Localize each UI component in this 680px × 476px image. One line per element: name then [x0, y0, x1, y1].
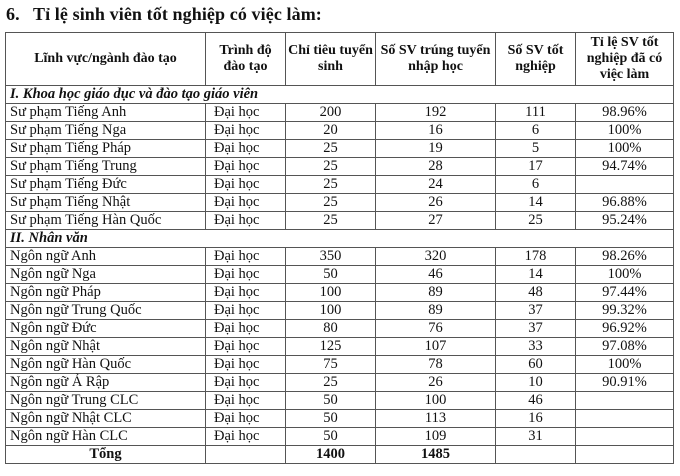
cell-field: Ngôn ngữ Ả Rập [6, 374, 206, 392]
cell-field: Sư phạm Tiếng Trung [6, 158, 206, 176]
cell-employment-rate: 90.91% [576, 374, 674, 392]
table-row [6, 176, 674, 194]
cell-enrolled: 26 [376, 374, 496, 392]
cell-quota: 350 [286, 248, 376, 266]
cell-level: Đại học [206, 158, 286, 176]
cell-quota: 80 [286, 320, 376, 338]
cell-graduated: 111 [496, 104, 576, 122]
table-row [6, 392, 674, 410]
cell-enrolled: 16 [376, 122, 496, 140]
cell-enrolled: 89 [376, 284, 496, 302]
cell-enrolled: 26 [376, 194, 496, 212]
table-row [6, 122, 674, 140]
cell-employment-rate: 100% [576, 140, 674, 158]
cell-enrolled: 24 [376, 176, 496, 194]
cell-enrolled: 192 [376, 104, 496, 122]
cell-graduated: 33 [496, 338, 576, 356]
cell-quota: 50 [286, 392, 376, 410]
cell-quota: 50 [286, 266, 376, 284]
cell-employment-rate: 100% [576, 122, 674, 140]
table-row [6, 284, 674, 302]
cell-field: Sư phạm Tiếng Anh [6, 104, 206, 122]
table-row [6, 158, 674, 176]
cell-level: Đại học [206, 122, 286, 140]
cell-enrolled: 100 [376, 392, 496, 410]
cell-quota: 100 [286, 302, 376, 320]
cell-level: Đại học [206, 266, 286, 284]
total-quota: 1400 [286, 446, 376, 464]
section-heading [6, 4, 322, 25]
cell-enrolled: 76 [376, 320, 496, 338]
cell-level: Đại học [206, 374, 286, 392]
cell-enrolled: 107 [376, 338, 496, 356]
cell-field: Ngôn ngữ Đức [6, 320, 206, 338]
cell-enrolled: 113 [376, 410, 496, 428]
cell-level: Đại học [206, 428, 286, 446]
cell-quota: 20 [286, 122, 376, 140]
cell-level: Đại học [206, 248, 286, 266]
table-row [6, 248, 674, 266]
table-row [6, 140, 674, 158]
section-row [6, 230, 674, 248]
cell-employment-rate [576, 392, 674, 410]
section-row [6, 86, 674, 104]
cell-employment-rate: 98.96% [576, 104, 674, 122]
cell-level: Đại học [206, 410, 286, 428]
header-row [6, 33, 674, 86]
col-header-enrolled: Số SV trúng tuyển nhập học [376, 33, 496, 86]
cell-field: Ngôn ngữ Nhật CLC [6, 410, 206, 428]
table-row [6, 212, 674, 230]
cell-level: Đại học [206, 338, 286, 356]
col-header-field: Lĩnh vực/ngành đào tạo [6, 33, 206, 86]
cell-field: Sư phạm Tiếng Pháp [6, 140, 206, 158]
cell-field: Ngôn ngữ Hàn CLC [6, 428, 206, 446]
cell-enrolled: 19 [376, 140, 496, 158]
cell-quota: 50 [286, 410, 376, 428]
total-enrolled: 1485 [376, 446, 496, 464]
cell-quota: 25 [286, 374, 376, 392]
cell-level: Đại học [206, 320, 286, 338]
col-header-level: Trình độ đào tạo [206, 33, 286, 86]
total-row [6, 446, 674, 464]
cell-quota: 25 [286, 194, 376, 212]
cell-field: Sư phạm Tiếng Nhật [6, 194, 206, 212]
table-row [6, 104, 674, 122]
cell-graduated: 14 [496, 194, 576, 212]
table-row [6, 356, 674, 374]
cell-level: Đại học [206, 194, 286, 212]
section-title: I. Khoa học giáo dục và đào tạo giáo viên [6, 86, 674, 104]
cell-graduated: 6 [496, 176, 576, 194]
cell-graduated: 60 [496, 356, 576, 374]
cell-field: Sư phạm Tiếng Nga [6, 122, 206, 140]
cell-quota: 200 [286, 104, 376, 122]
cell-enrolled: 27 [376, 212, 496, 230]
cell-employment-rate: 99.32% [576, 302, 674, 320]
cell-field: Ngôn ngữ Trung Quốc [6, 302, 206, 320]
col-header-graduated: Số SV tốt nghiệp [496, 33, 576, 86]
cell-level: Đại học [206, 212, 286, 230]
cell-level: Đại học [206, 392, 286, 410]
cell-graduated: 46 [496, 392, 576, 410]
cell-graduated: 37 [496, 302, 576, 320]
cell-quota: 25 [286, 140, 376, 158]
table-row [6, 338, 674, 356]
cell-quota: 25 [286, 212, 376, 230]
cell-enrolled: 28 [376, 158, 496, 176]
cell-employment-rate [576, 428, 674, 446]
cell-level: Đại học [206, 302, 286, 320]
cell-enrolled: 78 [376, 356, 496, 374]
cell-graduated: 31 [496, 428, 576, 446]
cell-graduated: 25 [496, 212, 576, 230]
table-row [6, 266, 674, 284]
cell-employment-rate: 96.88% [576, 194, 674, 212]
cell-graduated: 5 [496, 140, 576, 158]
table-row [6, 194, 674, 212]
total-level [206, 446, 286, 464]
cell-field: Sư phạm Tiếng Đức [6, 176, 206, 194]
cell-quota: 125 [286, 338, 376, 356]
cell-graduated: 48 [496, 284, 576, 302]
cell-level: Đại học [206, 356, 286, 374]
cell-enrolled: 46 [376, 266, 496, 284]
cell-graduated: 17 [496, 158, 576, 176]
total-employment-rate [576, 446, 674, 464]
table-row [6, 410, 674, 428]
cell-field: Ngôn ngữ Nhật [6, 338, 206, 356]
cell-field: Ngôn ngữ Hàn Quốc [6, 356, 206, 374]
cell-graduated: 14 [496, 266, 576, 284]
cell-level: Đại học [206, 140, 286, 158]
cell-field: Ngôn ngữ Anh [6, 248, 206, 266]
cell-employment-rate: 98.26% [576, 248, 674, 266]
col-header-employment-rate: Tỉ lệ SV tốt nghiệp đã có việc làm [576, 33, 674, 86]
cell-enrolled: 320 [376, 248, 496, 266]
cell-enrolled: 89 [376, 302, 496, 320]
cell-graduated: 178 [496, 248, 576, 266]
table-row [6, 320, 674, 338]
cell-level: Đại học [206, 176, 286, 194]
cell-field: Ngôn ngữ Pháp [6, 284, 206, 302]
cell-graduated: 16 [496, 410, 576, 428]
section-number: 6. [6, 4, 20, 24]
cell-employment-rate: 95.24% [576, 212, 674, 230]
section-title: Tỉ lệ sinh viên tốt nghiệp có việc làm: [33, 4, 322, 24]
section-title: II. Nhân văn [6, 230, 674, 248]
col-header-quota: Chỉ tiêu tuyển sinh [286, 33, 376, 86]
table-row [6, 374, 674, 392]
cell-graduated: 10 [496, 374, 576, 392]
cell-employment-rate [576, 410, 674, 428]
cell-field: Sư phạm Tiếng Hàn Quốc [6, 212, 206, 230]
cell-graduated: 37 [496, 320, 576, 338]
cell-employment-rate [576, 176, 674, 194]
total-field: Tổng [6, 446, 206, 464]
cell-graduated: 6 [496, 122, 576, 140]
total-graduated [496, 446, 576, 464]
cell-quota: 75 [286, 356, 376, 374]
cell-field: Ngôn ngữ Trung CLC [6, 392, 206, 410]
cell-employment-rate: 97.44% [576, 284, 674, 302]
cell-quota: 100 [286, 284, 376, 302]
employment-rate-table [5, 32, 674, 464]
table-row [6, 302, 674, 320]
cell-employment-rate: 100% [576, 356, 674, 374]
cell-quota: 25 [286, 158, 376, 176]
table-row [6, 428, 674, 446]
cell-quota: 50 [286, 428, 376, 446]
cell-employment-rate: 100% [576, 266, 674, 284]
cell-field: Ngôn ngữ Nga [6, 266, 206, 284]
cell-employment-rate: 94.74% [576, 158, 674, 176]
cell-quota: 25 [286, 176, 376, 194]
cell-level: Đại học [206, 284, 286, 302]
cell-enrolled: 109 [376, 428, 496, 446]
cell-level: Đại học [206, 104, 286, 122]
cell-employment-rate: 96.92% [576, 320, 674, 338]
cell-employment-rate: 97.08% [576, 338, 674, 356]
